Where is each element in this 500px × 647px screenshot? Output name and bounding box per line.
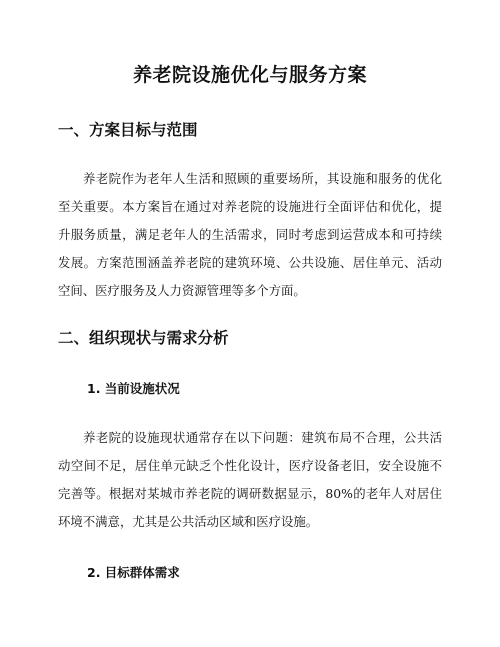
- section-heading-status-needs: 二、组织现状与需求分析: [58, 329, 229, 347]
- section-paragraph-goals-scope: 养老院作为老年人生活和照顾的重要场所，其设施和服务的优化至关重要。本方案旨在通过对养老院的设施进行全面评估和优化，提升服务质量，满足老年人的生活需求，同时考虑到运营成本和可持续发展。方案范围涵盖养老院的建筑环境、公共设施、居住单元、活动空间、医疗服务及人力资源管理等多个方面。: [58, 171, 442, 298]
- subsection-heading-target-group-needs: 2. 目标群体需求: [87, 565, 180, 580]
- section-heading-goals-scope: 一、方案目标与范围: [58, 121, 198, 139]
- subsection-heading-current-facilities: 1. 当前设施状况: [87, 381, 180, 396]
- document-title: 养老院设施优化与服务方案: [132, 64, 367, 86]
- subsection-paragraph-current-facilities: 养老院的设施现状通常存在以下问题：建筑布局不合理，公共活动空间不足，居住单元缺乏个性化设计，医疗设备老旧，安全设施不完善等。根据对某城市养老院的调研数据显示，80%的老年人对居住环境不满意，尤其是公共活动区域和医疗设施。: [58, 430, 442, 529]
